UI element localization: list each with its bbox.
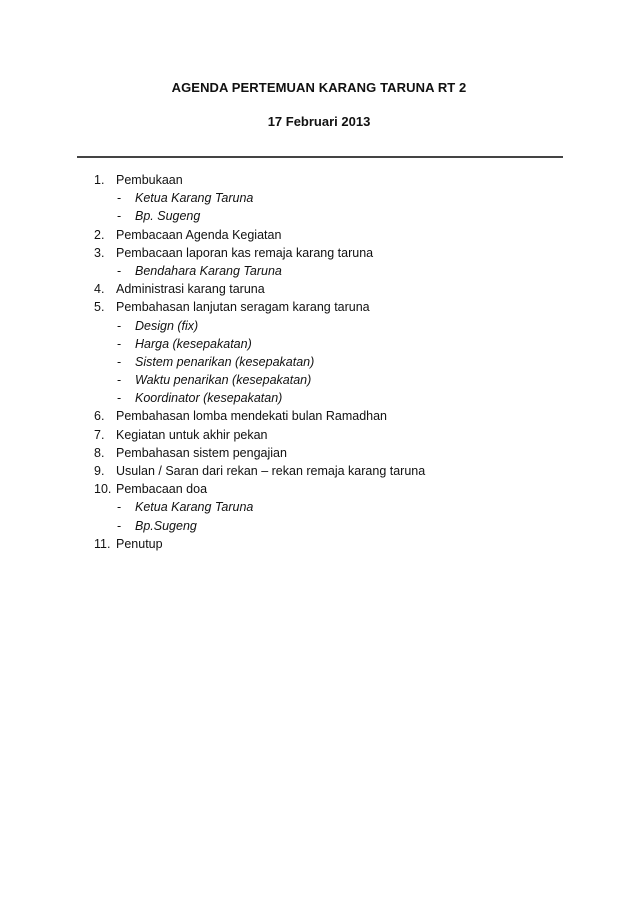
agenda-item: [0, 535, 638, 553]
agenda-subitem-dash: -: [117, 191, 122, 206]
agenda-subitem: [0, 335, 638, 353]
agenda-subitem-dash: -: [117, 336, 122, 351]
agenda-item-text: Usulan / Saran dari rekan – rekan remaja karang taruna: [116, 464, 426, 478]
agenda-item: [0, 280, 638, 298]
agenda-subitem-text: Ketua Karang Taruna: [135, 500, 254, 515]
horizontal-divider: [77, 156, 563, 158]
agenda-subitem: [0, 207, 638, 225]
agenda-item-text: Pembacaan doa: [116, 482, 208, 497]
agenda-subitem-text: Bp.Sugeng: [135, 518, 197, 533]
agenda-subitem: [0, 498, 638, 516]
agenda-item-number: 10.: [94, 482, 112, 497]
agenda-item-text: Penutup: [116, 536, 163, 551]
agenda-subitem-text: Design (fix): [135, 318, 199, 333]
agenda-item-text: Pembahasan sistem pengajian: [116, 445, 287, 460]
document-title: AGENDA PERTEMUAN KARANG TARUNA RT 2: [171, 80, 467, 95]
document-date: 17 Februari 2013: [267, 114, 371, 129]
agenda-item: [0, 462, 638, 480]
agenda-subitem-dash: -: [117, 518, 122, 533]
agenda-item-text: Administrasi karang taruna: [116, 282, 265, 297]
agenda-subitem: [0, 371, 638, 389]
agenda-subitem-dash: -: [117, 263, 122, 278]
agenda-subitem-dash: -: [117, 391, 122, 406]
agenda-item-text: Pembahasan lomba mendekati bulan Ramadhan: [116, 409, 388, 424]
agenda-item-text: Pembacaan laporan kas remaja karang taruna: [116, 245, 374, 260]
agenda-subitem: [0, 389, 638, 407]
agenda-item-text: Pembacaan Agenda Kegiatan: [116, 227, 282, 242]
agenda-subitem: [0, 353, 638, 371]
agenda-item-number: 3.: [94, 245, 105, 260]
agenda-item-text: Kegiatan untuk akhir pekan: [116, 427, 268, 442]
agenda-item-text: Pembahasan lanjutan seragam karang taruna: [116, 300, 370, 315]
agenda-subitem-dash: -: [117, 354, 122, 369]
agenda-item-number: 7.: [94, 427, 105, 442]
agenda-subitem-text: Bp. Sugeng: [135, 209, 201, 224]
agenda-item: [0, 444, 638, 462]
agenda-subitem: [0, 262, 638, 280]
agenda-subitem-text: Sistem penarikan (kesepakatan): [135, 354, 315, 369]
agenda-item: [0, 407, 638, 425]
agenda-item: [0, 171, 638, 189]
agenda-list: [0, 171, 638, 553]
agenda-subitem-dash: -: [117, 209, 122, 224]
agenda-subitem-text: Waktu penarikan (kesepakatan): [135, 373, 312, 388]
agenda-item-number: 6.: [94, 409, 105, 424]
agenda-subitem-text: Bendahara Karang Taruna: [135, 263, 282, 278]
agenda-item-number: 1.: [94, 173, 105, 187]
agenda-subitem: [0, 317, 638, 335]
agenda-subitem-dash: -: [117, 318, 122, 333]
agenda-item: [0, 226, 638, 244]
agenda-item-number: 9.: [94, 464, 105, 478]
agenda-item-text: Pembukaan: [116, 173, 183, 187]
agenda-item: [0, 426, 638, 444]
agenda-subitem: [0, 517, 638, 535]
agenda-subitem-text: Ketua Karang Taruna: [135, 191, 254, 206]
agenda-item-number: 8.: [94, 445, 105, 460]
agenda-item: [0, 244, 638, 262]
agenda-item-number: 11.: [94, 536, 111, 551]
agenda-item-number: 2.: [94, 227, 105, 242]
agenda-item-number: 5.: [94, 300, 105, 315]
agenda-subitem-dash: -: [117, 373, 122, 388]
agenda-item: [0, 480, 638, 498]
agenda-subitem: [0, 189, 638, 207]
agenda-subitem-text: Koordinator (kesepakatan): [135, 391, 283, 406]
agenda-item-number: 4.: [94, 282, 105, 297]
agenda-item: [0, 298, 638, 316]
agenda-subitem-text: Harga (kesepakatan): [135, 336, 252, 351]
agenda-subitem-dash: -: [117, 500, 122, 515]
